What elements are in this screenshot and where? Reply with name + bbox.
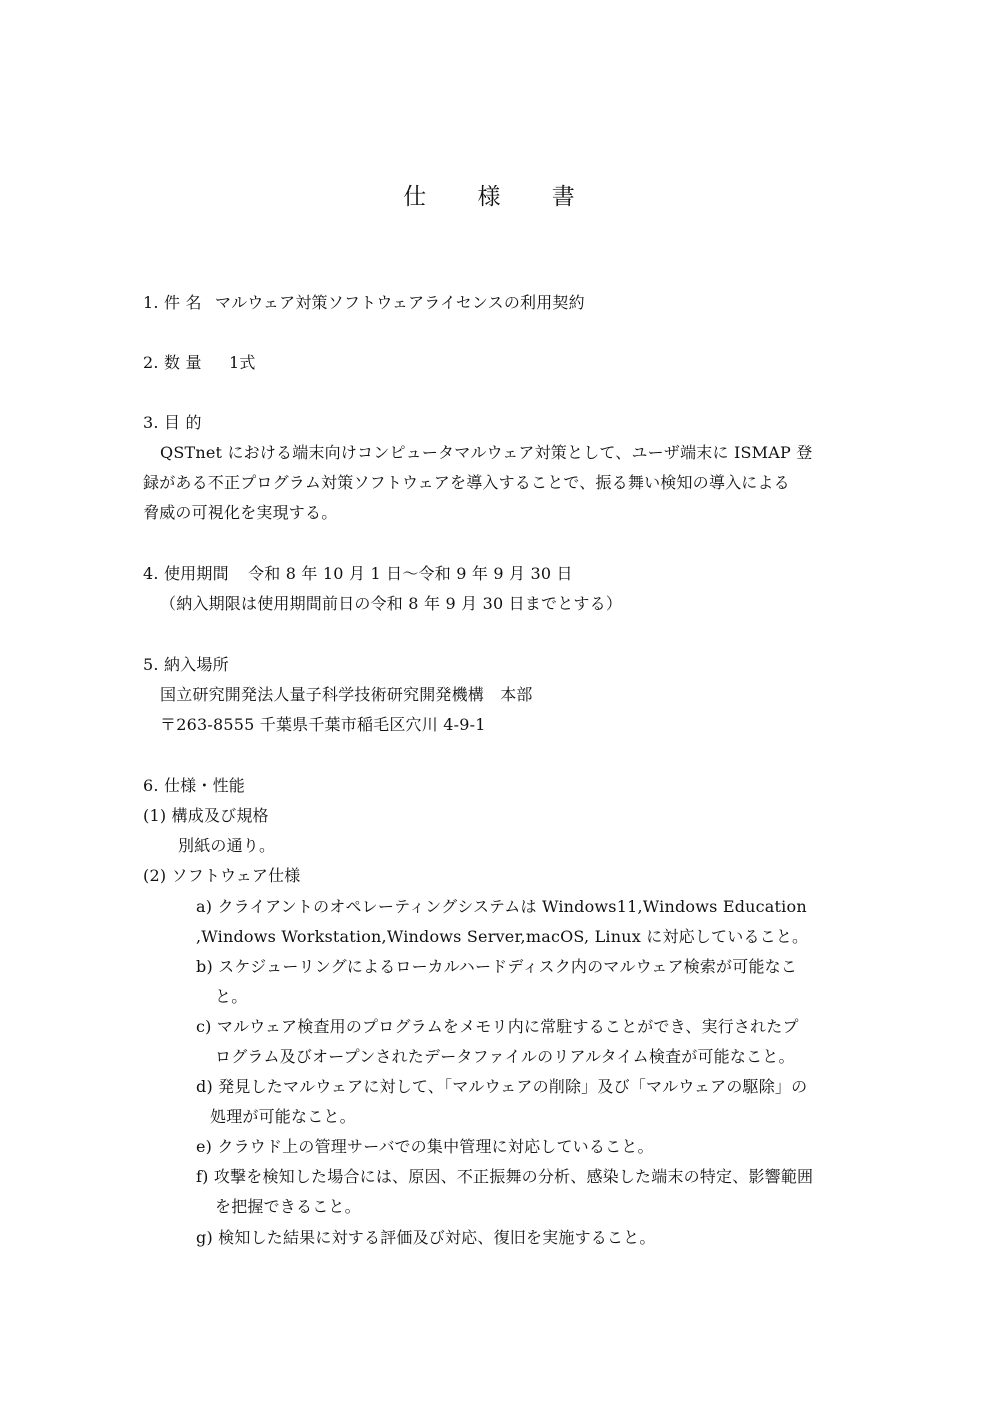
section-6-heading — [143, 775, 245, 797]
section-5-label: 納入場所 — [163, 655, 229, 674]
section-3-line-3: 脅威の可視化を実現する。 — [143, 503, 338, 522]
section-2-value: 1式 — [228, 353, 256, 372]
section-4 — [143, 563, 573, 585]
subsection-1-text: 別紙の通り。 — [178, 836, 276, 855]
section-2-label: 数 量 — [163, 353, 202, 372]
subsection-1-label: (1) 構成及び規格 — [143, 806, 269, 825]
spec-item-c-line-1: c) マルウェア検査用のプログラムをメモリ内に常駐することができ、実行されたプ — [196, 1017, 799, 1036]
section-4-note: （納入期限は使用期間前日の令和 8 年 9 月 30 日までとする） — [160, 594, 623, 613]
section-4-value: 令和 8 年 10 月 1 日〜令和 9 年 9 月 30 日 — [248, 564, 573, 583]
section-3-heading — [143, 412, 202, 434]
spec-item-d-line-1: d) 発見したマルウェアに対して、「マルウェアの削除」及び「マルウェアの駆除」の — [196, 1077, 808, 1096]
section-4-number: 4. — [143, 564, 159, 583]
spec-item-c-line-2: ログラム及びオープンされたデータファイルのリアルタイム検査が可能なこと。 — [215, 1047, 795, 1066]
section-2-number: 2. — [143, 353, 159, 372]
section-3-line-2: 録がある不正プログラム対策ソフトウェアを導入することで、振る舞い検知の導入による — [143, 473, 790, 492]
section-1-value: マルウェア対策ソフトウェアライセンスの利用契約 — [214, 293, 585, 312]
section-6-number: 6. — [143, 776, 159, 795]
section-1-label: 件 名 — [163, 293, 202, 312]
section-5-organization: 国立研究開発法人量子科学技術研究開発機構 本部 — [160, 685, 533, 704]
spec-item-e: e) クラウド上の管理サーバでの集中管理に対応していること。 — [196, 1137, 654, 1156]
section-1-number: 1. — [143, 293, 159, 312]
section-1 — [143, 292, 585, 314]
spec-item-b-line-2: と。 — [215, 987, 248, 1006]
spec-item-f-line-2: を把握できること。 — [215, 1197, 361, 1216]
section-5-address: 〒263-8555 千葉県千葉市稲毛区穴川 4-9-1 — [160, 715, 486, 734]
spec-item-a-line-2: ,Windows Workstation,Windows Server,macOS, Linux に対応していること。 — [196, 927, 809, 946]
subsection-2-label: (2) ソフトウェア仕様 — [143, 866, 301, 885]
section-2 — [143, 352, 256, 374]
spec-item-b-line-1: b) スケジューリングによるローカルハードディスク内のマルウェア検索が可能なこ — [196, 957, 798, 976]
spec-item-g: g) 検知した結果に対する評価及び対応、復旧を実施すること。 — [196, 1228, 656, 1247]
section-3-line-1: QSTnet における端末向けコンピュータマルウェア対策として、ユーザ端末に ISMAP 登 — [160, 443, 813, 462]
section-4-label: 使用期間 — [163, 564, 229, 583]
spec-item-a-line-1: a) クライアントのオペレーティングシステムは Windows11,Windows Education — [196, 897, 807, 916]
spec-item-f-line-1: f) 攻撃を検知した場合には、原因、不正振舞の分析、感染した端末の特定、影響範囲 — [196, 1167, 814, 1186]
spec-item-d-line-2: 処理が可能なこと。 — [210, 1107, 356, 1126]
document-title: 仕 様 書 — [403, 184, 597, 210]
section-6-label: 仕様・性能 — [163, 776, 245, 795]
section-5-number: 5. — [143, 655, 159, 674]
section-5-heading — [143, 654, 229, 676]
section-3-number: 3. — [143, 413, 159, 432]
section-3-label: 目 的 — [163, 413, 202, 432]
